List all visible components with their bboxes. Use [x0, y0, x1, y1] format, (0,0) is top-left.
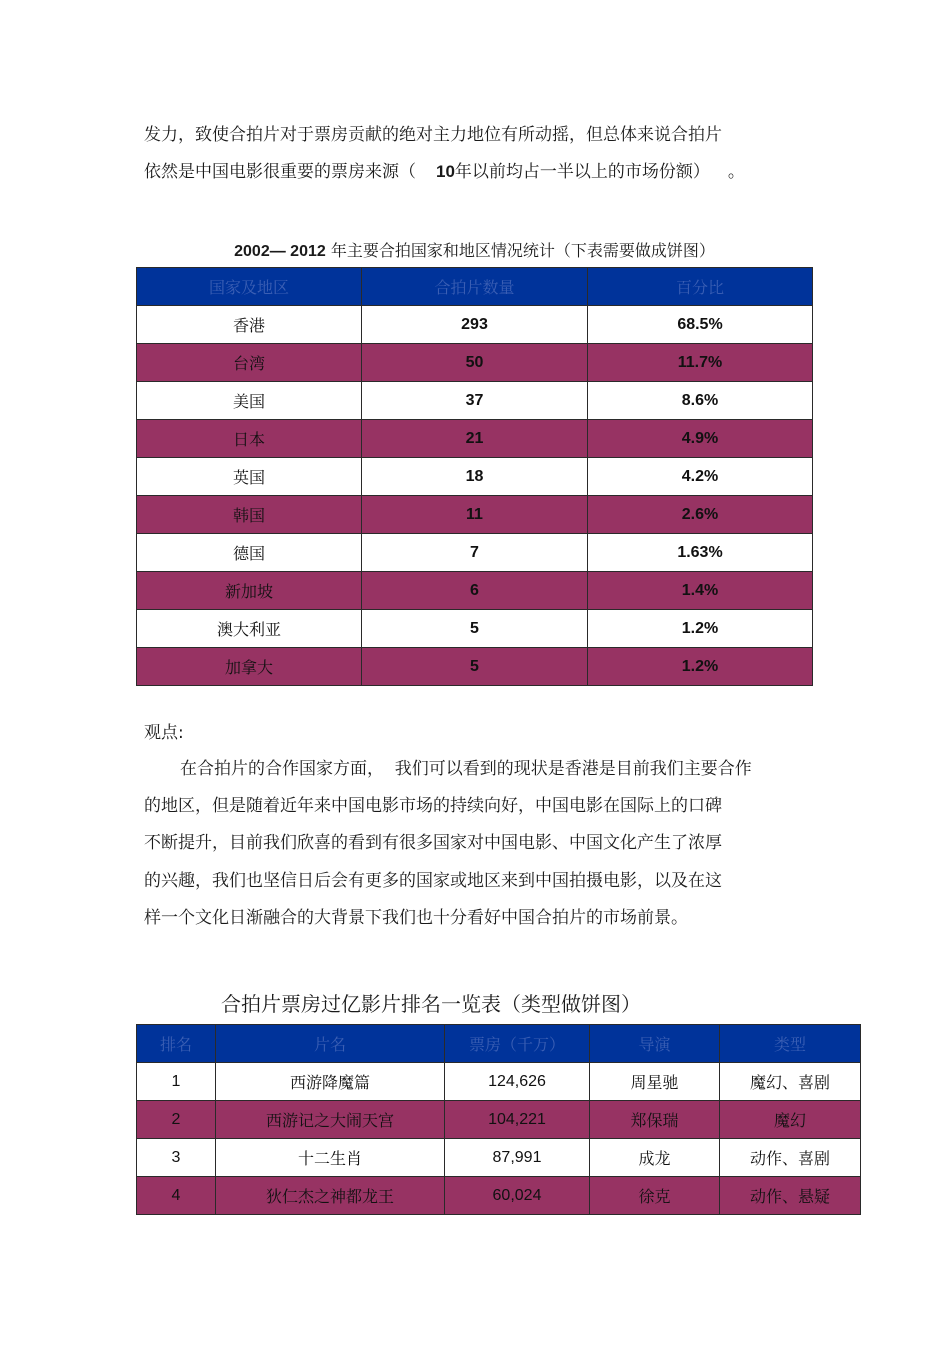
cell-country: 美国 — [137, 382, 362, 420]
table-row — [137, 496, 813, 534]
intro-line-1: 发力，致使合拍片对于票房贡献的绝对主力地位有所动摇，但总体来说合拍片 — [144, 125, 722, 145]
cell-title: 西游降魔篇 — [216, 1063, 445, 1101]
table2-title: 合拍片票房过亿影片排名一览表（类型做饼图） — [221, 992, 641, 1016]
box-office-ranking-table — [136, 1024, 861, 1215]
cell-count: 11 — [362, 496, 588, 534]
cell-country: 日本 — [137, 420, 362, 458]
cell-country: 英国 — [137, 458, 362, 496]
cell-rank: 1 — [137, 1063, 216, 1101]
opinion-line-1: 在合拍片的合作国家方面， 我们可以看到的现状是香港是目前我们主要合作 — [180, 759, 752, 779]
cell-genre: 魔幻 — [720, 1101, 861, 1139]
table-row — [137, 648, 813, 686]
cell-percentage: 1.2% — [588, 648, 813, 686]
cell-country: 香港 — [137, 306, 362, 344]
coproduction-countries-table — [136, 267, 813, 686]
cell-genre: 动作、悬疑 — [720, 1177, 861, 1215]
cell-country: 加拿大 — [137, 648, 362, 686]
opinion-line-4: 的兴趣，我们也坚信日后会有更多的国家或地区来到中国拍摄电影，以及在这 — [144, 871, 722, 891]
opinion-line-2: 的地区，但是随着近年来中国电影市场的持续向好，中国电影在国际上的口碑 — [144, 796, 722, 816]
table1-title — [136, 238, 813, 261]
cell-country: 新加坡 — [137, 572, 362, 610]
table1-title-text: 年主要合拍国家和地区情况统计（下表需要做成饼图） — [325, 241, 715, 260]
header-percentage: 百分比 — [588, 268, 813, 306]
cell-director: 郑保瑞 — [590, 1101, 720, 1139]
cell-percentage: 4.2% — [588, 458, 813, 496]
cell-percentage: 8.6% — [588, 382, 813, 420]
cell-count: 6 — [362, 572, 588, 610]
table-row — [137, 344, 813, 382]
cell-director: 成龙 — [590, 1139, 720, 1177]
table-row — [137, 458, 813, 496]
cell-percentage: 4.9% — [588, 420, 813, 458]
intro-line-2-text-b: 年以前均占一半以上的市场份额） — [454, 162, 710, 182]
opinion-line-3: 不断提升，目前我们欣喜的看到有很多国家对中国电影、中国文化产生了浓厚 — [144, 833, 722, 853]
cell-title: 狄仁杰之神都龙王 — [216, 1177, 445, 1215]
table-row — [137, 610, 813, 648]
intro-line-2-period: 。 — [727, 162, 745, 182]
cell-count: 50 — [362, 344, 588, 382]
header-title: 片名 — [216, 1025, 445, 1063]
table-header-row — [137, 1025, 861, 1063]
header-genre: 类型 — [720, 1025, 861, 1063]
cell-box-office: 87,991 — [445, 1139, 590, 1177]
table-row — [137, 382, 813, 420]
header-count: 合拍片数量 — [362, 268, 588, 306]
cell-country: 韩国 — [137, 496, 362, 534]
cell-box-office: 104,221 — [445, 1101, 590, 1139]
cell-title: 十二生肖 — [216, 1139, 445, 1177]
table-row — [137, 306, 813, 344]
table-row — [137, 534, 813, 572]
table-row — [137, 1177, 861, 1215]
cell-rank: 3 — [137, 1139, 216, 1177]
cell-count: 293 — [362, 306, 588, 344]
cell-count: 37 — [362, 382, 588, 420]
cell-rank: 4 — [137, 1177, 216, 1215]
header-country: 国家及地区 — [137, 268, 362, 306]
cell-percentage: 2.6% — [588, 496, 813, 534]
cell-percentage: 1.2% — [588, 610, 813, 648]
cell-country: 澳大利亚 — [137, 610, 362, 648]
cell-box-office: 124,626 — [445, 1063, 590, 1101]
cell-genre: 魔幻、喜剧 — [720, 1063, 861, 1101]
opinion-label: 观点: — [144, 723, 184, 743]
header-director: 导演 — [590, 1025, 720, 1063]
cell-percentage: 11.7% — [588, 344, 813, 382]
cell-title: 西游记之大闹天宫 — [216, 1101, 445, 1139]
cell-rank: 2 — [137, 1101, 216, 1139]
cell-director: 徐克 — [590, 1177, 720, 1215]
cell-count: 21 — [362, 420, 588, 458]
cell-country: 台湾 — [137, 344, 362, 382]
table-row — [137, 1139, 861, 1177]
cell-count: 18 — [362, 458, 588, 496]
cell-box-office: 60,024 — [445, 1177, 590, 1215]
cell-count: 7 — [362, 534, 588, 572]
cell-percentage: 68.5% — [588, 306, 813, 344]
cell-country: 德国 — [137, 534, 362, 572]
header-box-office: 票房（千万） — [445, 1025, 590, 1063]
opinion-line-5: 样一个文化日渐融合的大背景下我们也十分看好中国合拍片的市场前景。 — [144, 908, 688, 928]
cell-percentage: 1.4% — [588, 572, 813, 610]
table1-title-year: 2002— 2012 — [234, 243, 326, 260]
table-row — [137, 1063, 861, 1101]
table-row — [137, 572, 813, 610]
intro-line-2-number: 10 — [436, 162, 455, 181]
table-row — [137, 1101, 861, 1139]
intro-line-2 — [144, 161, 745, 183]
cell-director: 周星驰 — [590, 1063, 720, 1101]
table-header-row — [137, 268, 813, 306]
header-rank: 排名 — [137, 1025, 216, 1063]
intro-line-2-text: 依然是中国电影很重要的票房来源（ — [144, 162, 416, 182]
cell-genre: 动作、喜剧 — [720, 1139, 861, 1177]
cell-count: 5 — [362, 648, 588, 686]
cell-count: 5 — [362, 610, 588, 648]
cell-percentage: 1.63% — [588, 534, 813, 572]
table-row — [137, 420, 813, 458]
